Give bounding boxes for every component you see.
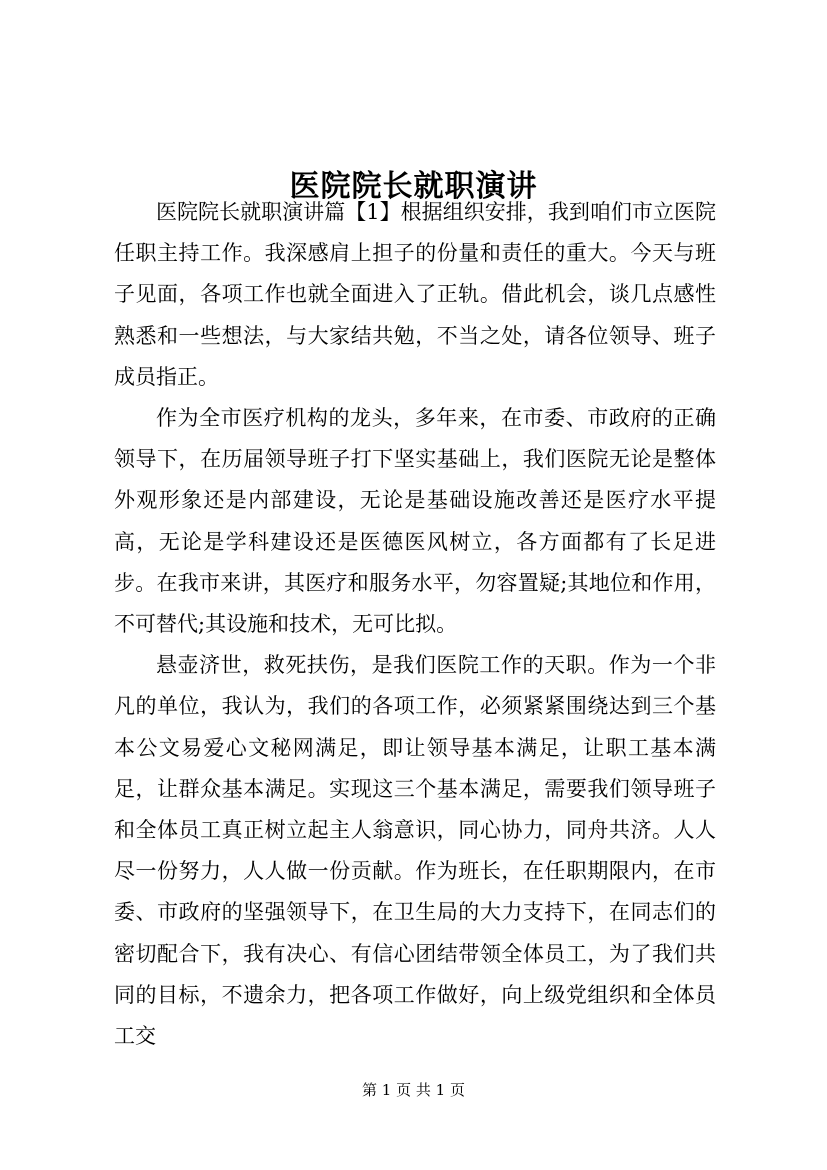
- document-body: [114, 192, 716, 1057]
- page-number-footer: 第 1 页 共 1 页: [362, 1081, 465, 1099]
- paragraph-2: 作为全市医疗机构的龙头，多年来，在市委、市政府的正确领导下，在历届领导班子打下坚实基础上，我们医院无论是整体外观形象还是内部建设，无论是基础设施改善还是医疗水平提高，无论是学科建设还是医德医风树立，各方面都有了长足进步。在我市来讲，其医疗和服务水平，勿容置疑;其地位和作用，不可替代;其设施和技术，无可比拟。: [114, 406, 716, 637]
- paragraph-3: 悬壶济世，救死扶伤，是我们医院工作的天职。作为一个非凡的单位，我认为，我们的各项工作，必须紧紧围绕达到三个基本公文易爱心文秘网满足，即让领导基本满足，让职工基本满足，让群众基本满足。实现这三个基本满足，需要我们领导班子和全体员工真正树立起主人翁意识，同心协力，同舟共济。人人尽一份努力，人人做一份贡献。作为班长，在任职期限内，在市委、市政府的坚强领导下，在卫生局的大力支持下，在同志们的密切配合下，我有决心、有信心团结带领全体员工，为了我们共同的目标，不遗余力，把各项工作做好，向上级党组织和全体员工交: [114, 653, 716, 1049]
- paragraph-1: 医院院长就职演讲篇【1】根据组织安排，我到咱们市立医院任职主持工作。我深感肩上担子的份量和责任的重大。今天与班子见面，各项工作也就全面进入了正轨。借此机会，谈几点感性熟悉和一些想法，与大家结共勉，不当之处，请各位领导、班子成员指正。: [114, 200, 716, 389]
- document-title: 医院院长就职演讲: [289, 169, 538, 205]
